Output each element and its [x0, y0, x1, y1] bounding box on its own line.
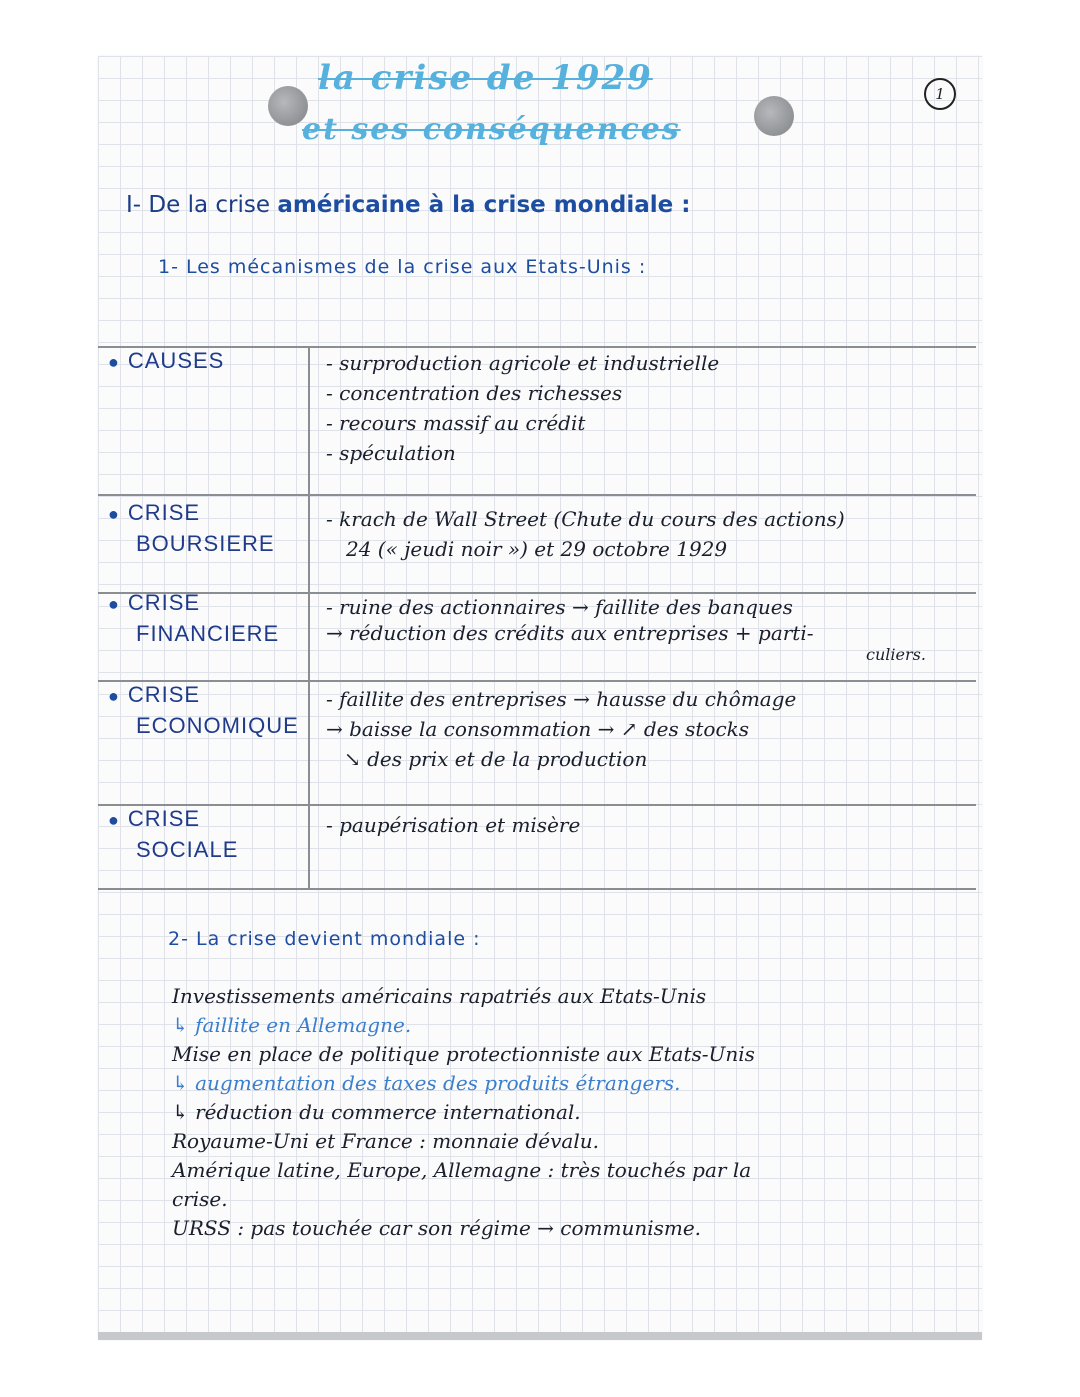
note-line: ↳ réduction du commerce international. — [172, 1100, 581, 1124]
subsection-heading-2: 2- La crise devient mondiale : — [168, 928, 481, 950]
note-line: Mise en place de politique protectionniste aux Etats-Unis — [172, 1042, 755, 1066]
row-line: - faillite des entreprises → hausse du chômage — [326, 687, 797, 711]
row-line: → baisse la consommation → ↗ des stocks — [326, 717, 750, 741]
world-crisis-notes — [172, 982, 972, 1243]
pin-icon: ● — [108, 594, 120, 614]
subsection-heading-1: 1- Les mécanismes de la crise aux Etats-Unis : — [158, 256, 647, 278]
pin-icon: ● — [108, 810, 120, 830]
row-content — [326, 684, 966, 774]
title-line-2: et ses conséquences — [302, 112, 681, 147]
table-row — [98, 682, 976, 804]
row-label — [108, 346, 224, 377]
row-content — [326, 594, 966, 664]
section-heading-prefix: I- De la crise — [126, 192, 270, 218]
note-line: crise. — [172, 1187, 228, 1211]
row-label-line-2: FINANCIERE — [136, 621, 280, 646]
note-line: ↳ augmentation des taxes des produits étrangers. — [172, 1071, 681, 1095]
row-label-line-1: CRISE — [127, 500, 201, 525]
pin-icon: ● — [108, 686, 120, 706]
row-line: 24 (« jeudi noir ») et 29 octobre 1929 — [346, 537, 728, 561]
title-line-1: la crise de 1929 — [318, 58, 653, 98]
pin-icon: ● — [108, 504, 120, 524]
row-label-line-2: SOCIALE — [136, 837, 239, 862]
row-line: culiers. — [866, 645, 926, 664]
pin-icon: ● — [108, 352, 120, 372]
row-label-line-1: CRISE — [127, 806, 201, 831]
row-label — [108, 804, 238, 865]
row-line: - ruine des actionnaires → faillite des banques — [326, 595, 793, 619]
row-line: - krach de Wall Street (Chute du cours des actions) — [326, 507, 845, 531]
row-line: → réduction des crédits aux entreprises + parti- — [326, 621, 814, 645]
row-label-line-2: BOURSIERE — [136, 531, 275, 556]
row-label-line-1: CRISE — [127, 682, 201, 707]
row-label-line-2: ECONOMIQUE — [136, 713, 299, 738]
row-content — [326, 810, 966, 840]
row-line: - concentration des richesses — [326, 381, 623, 405]
note-line: Investissements américains rapatriés aux Etats-Unis — [172, 984, 707, 1008]
binder-hole-right — [754, 96, 794, 136]
row-line: - spéculation — [326, 441, 456, 465]
note-line: Amérique latine, Europe, Allemagne : très touchés par la — [172, 1158, 752, 1182]
note-line: ↳ faillite en Allemagne. — [172, 1013, 412, 1037]
table-row — [98, 590, 976, 680]
row-line: - surproduction agricole et industrielle — [326, 351, 720, 375]
crisis-mechanisms-table — [98, 346, 976, 890]
row-label — [108, 588, 279, 649]
row-label-line-1: CRISE — [127, 590, 201, 615]
page-number: 1 — [924, 78, 956, 110]
row-content — [326, 504, 966, 564]
row-label — [108, 498, 275, 559]
row-label — [108, 680, 299, 741]
row-line: - paupérisation et misère — [326, 813, 581, 837]
row-line: - recours massif au crédit — [326, 411, 586, 435]
table-row — [98, 806, 976, 888]
note-line: URSS : pas touchée car son régime → communisme. — [172, 1216, 702, 1240]
row-line: ↘ des prix et de la production — [344, 747, 648, 771]
row-label-line-1: CAUSES — [127, 348, 225, 373]
table-row — [98, 348, 976, 494]
section-heading-main: américaine à la crise mondiale : — [277, 192, 691, 218]
table-row — [98, 496, 976, 592]
row-content — [326, 348, 966, 468]
section-heading — [126, 192, 690, 218]
note-line: Royaume-Uni et France : monnaie dévalu. — [172, 1129, 599, 1153]
